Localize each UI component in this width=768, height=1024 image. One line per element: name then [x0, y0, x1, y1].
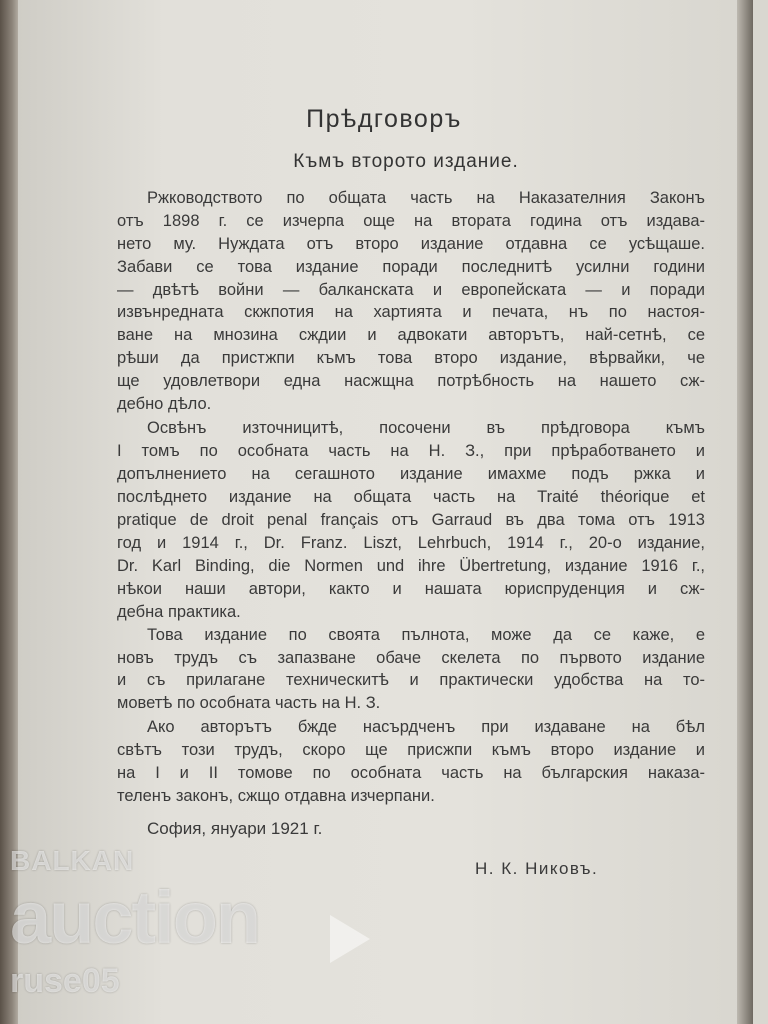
- watermark-brand: BALKAN: [10, 845, 135, 876]
- watermark-user: ruse05: [10, 962, 120, 1000]
- author-signature: Н. К. Никовъ.: [475, 859, 599, 878]
- text-line: теленъ законъ, сжщо отдавна изчерпани.: [117, 787, 435, 805]
- text-line: допълнението на сегашното издание имахме подъ ржка и: [117, 465, 705, 483]
- text-line: I томъ по особната часть на Н. З., при прѣработването и: [117, 442, 705, 460]
- text-line: — двѣтѣ войни — балканската и европейската — и поради: [117, 281, 705, 299]
- text-line: нето му. Нуждата отъ второ издание отдавна се усѣщаше.: [117, 235, 705, 253]
- text-line: Dr. Karl Binding, die Normen und ihre Übertretung, издание 1916 г.,: [117, 557, 705, 575]
- text-line: дебно дѣло.: [117, 395, 212, 413]
- text-line: нѣкои наши автори, както и нашата юриспруденция и сж-: [117, 580, 705, 598]
- text-line: pratique de droit penal français отъ Garraud въ два тома отъ 1913: [117, 511, 705, 529]
- text-line: на I и II томове по особната часть на българския наказа-: [117, 764, 705, 782]
- text-line: Ржководството по общата часть на Наказателния Законъ: [147, 189, 705, 207]
- text-line: и съ прилагане техническитѣ и практически удобства на то-: [117, 671, 705, 689]
- text-line: год и 1914 г., Dr. Franz. Liszt, Lehrbuch, 1914 г., 20-о издание,: [117, 534, 705, 552]
- text-line: рѣши да пристжпи къмъ това второ издание, вѣрвайки, че: [117, 349, 705, 367]
- text-line: отъ 1898 г. се изчерпа още на втората година отъ издава-: [117, 212, 705, 230]
- text-line: новъ трудъ съ запазване обаче скелета по първото издание: [117, 649, 705, 667]
- page-title: Прѣдговоръ: [306, 105, 462, 133]
- text-line: ване на мнозина сждии и адвокати авторътъ, най-сетнѣ, се: [117, 326, 705, 344]
- text-line: моветѣ по особната часть на Н. З.: [117, 694, 381, 712]
- page-subtitle: Къмъ второто издание.: [293, 151, 519, 172]
- date-line: София, януари 1921 г.: [147, 819, 323, 838]
- text-line: Ако авторътъ бжде насърдченъ при издаване на бѣл: [147, 718, 705, 736]
- text-line: извънредната скжпотия на хартията и печата, нъ по настоя-: [117, 303, 705, 321]
- text-line: Това издание по своята пълнота, може да се каже, е: [147, 626, 705, 644]
- watermark-auction: auction: [10, 876, 260, 959]
- watermark-arrow-icon: [330, 915, 370, 963]
- text-line: ще удовлетвори една насжщна потрѣбность на нашето сж-: [117, 372, 705, 390]
- text-line: дебна практика.: [117, 603, 241, 621]
- text-line: послѣднето издание на общата часть на Traité théorique et: [117, 488, 705, 506]
- text-line: свѣтъ този трудъ, скоро ще присжпи къмъ второ издание и: [117, 741, 705, 759]
- text-line: Забави се това издание поради последнитѣ усилни години: [117, 258, 705, 276]
- text-line: Освѣнъ източницитѣ, посочени въ прѣдговора къмъ: [147, 419, 705, 437]
